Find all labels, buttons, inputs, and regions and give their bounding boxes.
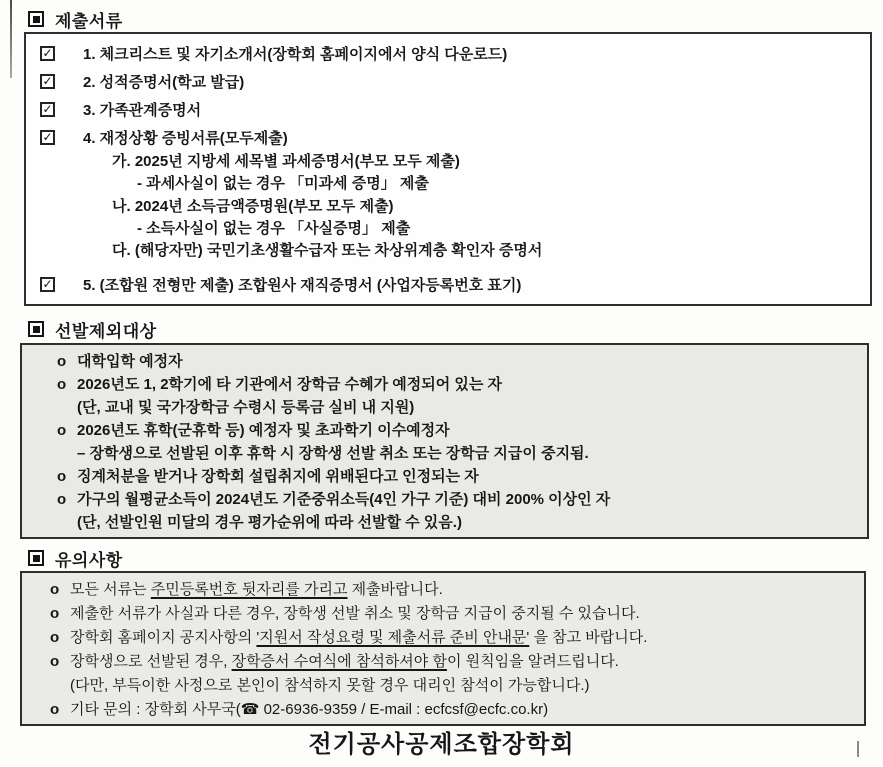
checklist-item-label: 5. (조합원 전형만 제출) 조합원사 재직증명서 (사업자등록번호 표기) [83, 276, 522, 294]
exclusion-item-text: 2026년도 휴학(군휴학 등) 예정자 및 초과학기 이수예정자 [77, 422, 450, 439]
bullet-marker: o [57, 491, 67, 508]
note-text-pre: (다만, 부득이한 사정으로 본인이 참석하지 못할 경우 대리인 참석이 가능합니다.) [70, 677, 590, 694]
note-item [22, 578, 864, 602]
checked-checkbox-icon: ✓ [40, 102, 55, 117]
checklist-item [26, 67, 870, 95]
bullet-marker: o [50, 605, 60, 622]
checklist-subitem: 나. 2024년 소득금액증명원(부모 모두 제출) [112, 198, 394, 215]
note-text-post: 이 원칙임을 알려드립니다. [446, 653, 619, 670]
scan-artifact-mark [857, 741, 859, 757]
exclusion-item-continuation [22, 396, 867, 419]
note-item-contact [22, 698, 864, 722]
exclusion-item-text: 2026년도 1, 2학기에 타 기관에서 장학금 수혜가 예정되어 있는 자 [77, 376, 503, 393]
checked-checkbox-icon: ✓ [40, 130, 55, 145]
checklist-item [26, 39, 870, 67]
exclusion-item [22, 373, 867, 396]
section-header-submission [28, 8, 883, 30]
exclusion-item [22, 488, 867, 511]
note-item-continuation [22, 674, 864, 698]
bullet-marker [57, 442, 77, 465]
section-marker-icon [28, 321, 44, 337]
exclusion-item-text: – 장학생으로 선발된 이후 휴학 시 장학생 선발 취소 또는 장학금 지급이 중지됨. [77, 445, 589, 462]
checklist-item-label: 4. 재정상황 증빙서류(모두제출) [83, 129, 288, 147]
note-text-pre: 장학회 홈페이지 공지사항의 [70, 629, 257, 646]
bullet-marker [50, 674, 70, 698]
exclusion-item-continuation [22, 442, 867, 465]
bullet-marker: o [50, 701, 60, 718]
checklist-subitem: 가. 2025년 지방세 세목별 과세증명서(부모 모두 제출) [112, 153, 460, 170]
note-item-text [70, 626, 647, 650]
bullet-marker: o [50, 629, 60, 646]
checklist-item-label: 2. 성적증명서(학교 발급) [83, 73, 245, 91]
exclusion-item-text: (단, 선발인원 미달의 경우 평가순위에 따라 선발할 수 있음.) [77, 514, 462, 531]
notes-box [20, 571, 866, 726]
checklist-subitem-note: - 소득사실이 없는 경우 「사실증명」 제출 [137, 220, 411, 237]
note-text-pre: 모든 서류는 [70, 581, 151, 598]
checked-checkbox-icon: ✓ [40, 46, 55, 61]
note-text-pre: 제출한 서류가 사실과 다른 경우, 장학생 선발 취소 및 장학금 지급이 중지될 수 있습니다. [70, 605, 640, 622]
exclusion-item-text: (단, 교내 및 국가장학금 수령시 등록금 실비 내 지원) [77, 399, 415, 416]
contact-info-text [70, 698, 548, 722]
checklist-subitem-note: - 과세사실이 없는 경우 「미과세 증명」 제출 [137, 175, 429, 192]
section-title: 제출서류 [55, 11, 123, 31]
section-marker-icon [28, 11, 44, 27]
checklist-item [26, 95, 870, 123]
checklist-item-label: 1. 체크리스트 및 자기소개서(장학회 홈페이지에서 양식 다운로드) [83, 45, 508, 63]
exclusion-item-continuation [22, 511, 867, 534]
note-text-pre: 기타 문의 : 장학회 사무국(☎ 02-6936-9359 / E-mail : ecfcsf@ecfc.co.kr) [70, 701, 549, 718]
note-text-underlined: '지원서 작성요령 및 제출서류 준비 안내문' [256, 629, 530, 646]
organization-name: 전기공사공제조합장학회 [308, 731, 575, 758]
note-item [22, 602, 864, 626]
exclusion-item-text: 가구의 월평균소득이 2024년도 기준중위소득(4인 가구 기준) 대비 200% 이상인 자 [77, 491, 611, 508]
note-text-underlined: 장학증서 수여식에 참석하셔야 함 [231, 653, 447, 670]
section-header-exclusion [28, 318, 883, 340]
note-item-text [70, 650, 619, 674]
bullet-marker: o [57, 376, 67, 393]
note-text-pre: 장학생으로 선발된 경우, [70, 653, 232, 670]
note-item-text [70, 602, 640, 626]
bullet-marker: o [57, 468, 67, 485]
exclusion-item [22, 419, 867, 442]
checked-checkbox-icon: ✓ [40, 74, 55, 89]
exclusion-item-text: 대학입학 예정자 [77, 353, 183, 370]
section-title: 선발제외대상 [55, 321, 157, 341]
submission-documents-box [24, 32, 872, 306]
bullet-marker: o [57, 353, 67, 370]
note-item-text [70, 674, 590, 698]
checklist-item-label: 3. 가족관계증명서 [83, 101, 202, 119]
scan-artifact-line [10, 0, 12, 78]
checklist-item [26, 270, 870, 298]
note-item-text [70, 578, 443, 602]
note-item [22, 626, 864, 650]
bullet-marker [57, 396, 77, 419]
section-marker-icon [28, 550, 44, 566]
exclusion-item [22, 350, 867, 373]
bullet-marker [57, 511, 77, 534]
note-item [22, 650, 864, 674]
checklist-item [26, 123, 870, 151]
section-title: 유의사항 [55, 550, 123, 570]
bullet-marker: o [50, 653, 60, 670]
exclusion-item-text: 징계처분을 받거나 장학회 설립취지에 위배된다고 인정되는 자 [77, 468, 479, 485]
checklist-subitem: 다. (해당자만) 국민기초생활수급자 또는 차상위계층 확인자 증명서 [112, 242, 543, 259]
exclusion-item [22, 465, 867, 488]
section-header-notes [28, 547, 883, 569]
bullet-marker: o [57, 422, 67, 439]
checked-checkbox-icon: ✓ [40, 277, 55, 292]
note-text-post: 을 참고 바랍니다. [529, 629, 648, 646]
exclusion-criteria-box [20, 343, 869, 539]
note-text-post: 제출바랍니다. [347, 581, 443, 598]
note-text-underlined: 주민등록번호 뒷자리를 가리고 [150, 581, 348, 598]
bullet-marker: o [50, 581, 60, 598]
